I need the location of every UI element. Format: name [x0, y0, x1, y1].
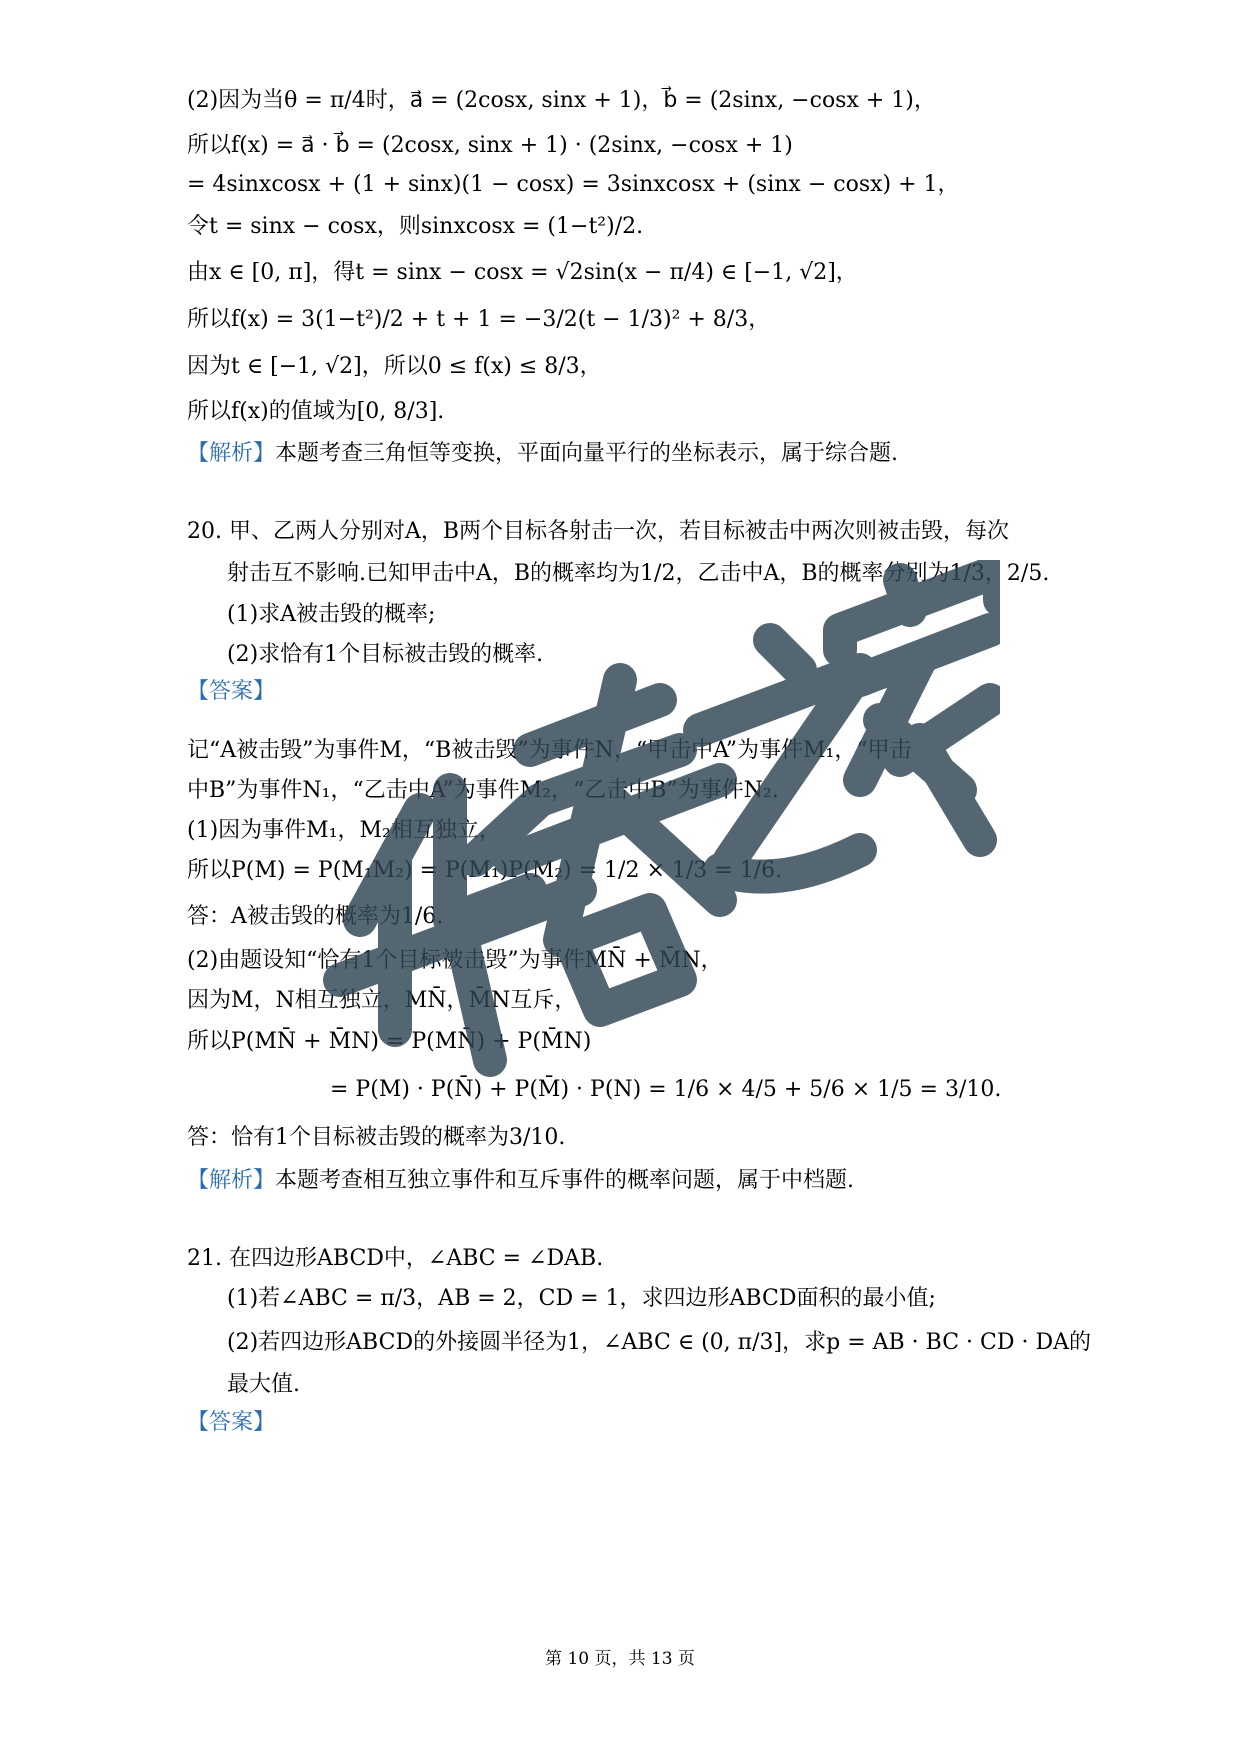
analysis-tag: 【解析】: [187, 441, 276, 466]
solution-20-line-4: 所以P(M) = P(M₁M₂) = P(M₁)P(M₂) = 1/2 × 1/3 = 1/6.: [187, 858, 783, 883]
analysis-text-2: 本题考查相互独立事件和互斥事件的概率问题，属于中档题.: [275, 1168, 855, 1193]
answer-tag-21: 【答案】: [187, 1410, 276, 1435]
analysis-text: 本题考查三角恒等变换，平面向量平行的坐标表示，属于综合题.: [275, 441, 899, 466]
line-4: 令t = sinx − cosx，则sinxcosx = (1−t²)/2.: [187, 214, 644, 239]
solution-20-line-6: (2)由题设知“恰有1个目标被击毁”为事件MN̄ + M̄N，: [187, 948, 723, 973]
solution-20-line-2: 中B”为事件N₁，“乙击中A”为事件M₂，“乙击中B”为事件N₂.: [187, 778, 779, 803]
analysis-tag-2: 【解析】: [187, 1168, 276, 1193]
line-5: 由x ∈ [0, π]，得t = sinx − cosx = √2sin(x − π/4) ∈ [−1, √2]，: [187, 260, 858, 285]
line-7: 因为t ∈ [−1, √2]，所以0 ≤ f(x) ≤ 8/3，: [187, 354, 602, 379]
line-1: (2)因为当θ = π/4时，a⃗ = (2cosx, sinx + 1)，b⃗ = (2sinx, −cosx + 1)，: [187, 88, 936, 113]
line-8: 所以f(x)的值域为[0, 8/3].: [187, 399, 445, 424]
analysis-line-1: [187, 439, 898, 469]
question-20-line-2: 射击互不影响.已知甲击中A，B的概率均为1/2，乙击中A，B的概率分别为1/3，2/5.: [227, 561, 1050, 586]
solution-20-line-9: = P(M) · P(N̄) + P(M̄) · P(N) = 1/6 × 4/5 + 5/6 × 1/5 = 3/10.: [330, 1077, 1002, 1102]
line-3: = 4sinxcosx + (1 + sinx)(1 − cosx) = 3sinxcosx + (sinx − cosx) + 1，: [187, 172, 960, 197]
solution-20-line-1: 记“A被击毁”为事件M，“B被击毁”为事件N，“甲击中A”为事件M₁，“甲击: [187, 738, 912, 763]
solution-20-line-5: 答：A被击毁的概率为1/6.: [187, 904, 444, 929]
solution-20-line-10: 答：恰有1个目标被击毁的概率为3/10.: [187, 1125, 566, 1150]
question-20-part-2: (2)求恰有1个目标被击毁的概率.: [227, 642, 544, 667]
line-2: 所以f(x) = a⃗ · b⃗ = (2cosx, sinx + 1) · (2sinx, −cosx + 1): [187, 133, 793, 158]
analysis-line-2: [187, 1166, 854, 1196]
question-21-part-2: (2)若四边形ABCD的外接圆半径为1，∠ABC ∈ (0, π/3]，求p = AB · BC · CD · DA的: [227, 1330, 1092, 1355]
answer-tag-20: 【答案】: [187, 679, 276, 704]
question-20-part-1: (1)求A被击毁的概率;: [227, 602, 436, 627]
question-20-line-1: 20. 甲、乙两人分别对A，B两个目标各射击一次，若目标被击中两次则被击毁，每次: [187, 519, 1010, 544]
solution-20-line-3: (1)因为事件M₁，M₂相互独立，: [187, 818, 501, 843]
question-21-part-2-cont: 最大值.: [227, 1372, 300, 1397]
line-6: 所以f(x) = 3(1−t²)/2 + t + 1 = −3/2(t − 1/3)² + 8/3，: [187, 307, 771, 332]
question-21-line-1: 21. 在四边形ABCD中，∠ABC = ∠DAB.: [187, 1246, 604, 1271]
solution-20-line-7: 因为M，N相互独立，MN̄，M̄N互斥，: [187, 988, 577, 1013]
page-footer: 第 10 页，共 13 页: [545, 1649, 695, 1669]
solution-20-line-8: 所以P(MN̄ + M̄N) = P(MN̄) + P(M̄N): [187, 1029, 592, 1054]
question-21-part-1: (1)若∠ABC = π/3，AB = 2，CD = 1，求四边形ABCD面积的最小值;: [227, 1286, 936, 1311]
